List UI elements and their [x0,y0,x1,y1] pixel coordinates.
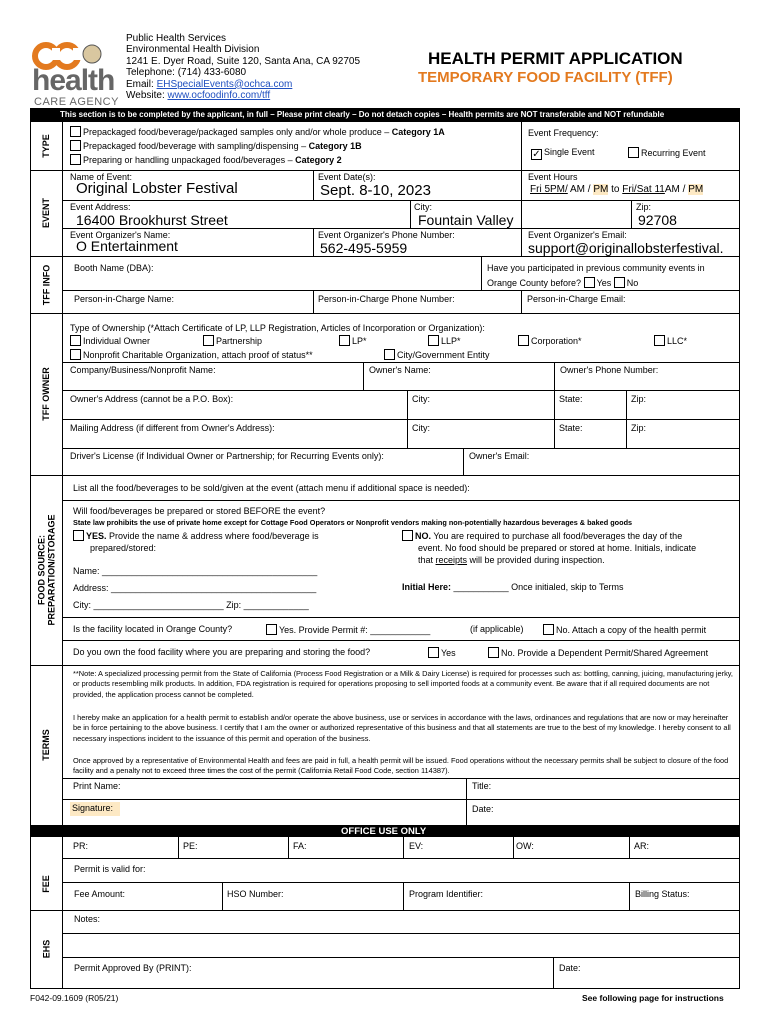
office-ow: OW: [516,841,534,851]
terms-paragraph-1: **Note: A specialized processing permit from the State of California (Process Food Registration or a Milk & Dairy License) is required for processes such as: bottling, canning, juicing, manufacturing jerky, or products resembling milk products. In addition, FDA registration is required for operations proposing to sell imported foods at a community event. Be aware that if all required documents are not provided, the application process cannot be completed. [73,669,733,699]
nonprofit-option[interactable]: Nonprofit Charitable Organization, attach proof of status** [70,349,313,360]
notice-text: This section is to be completed by the applicant, in full – Please print clearly – Do not detach copies – Health permits are NOT transferable and NOT refundable [60,110,665,119]
notes-label: Notes: [74,914,101,924]
booth-name-label: Booth Name (DBA): [74,263,154,273]
form-title: HEALTH PERMIT APPLICATION [428,49,683,68]
owner-address-label: Owner's Address (cannot be a P.O. Box): [70,394,234,404]
organizer-email-label: Event Organizer's Email: [528,230,627,240]
agency-logo [32,36,120,108]
mailing-city-label: City: [412,423,430,433]
pic-phone-label: Person-in-Charge Phone Number: [318,294,455,304]
ownership-type-label: Type of Ownership (*Attach Certificate of LP, LLP Registration, Articles of Incorporation or Organization): [70,323,485,333]
single-check-icon: ✓ [532,149,541,160]
event-band: EVENT [40,197,51,229]
signature-field[interactable]: Signature: [70,802,120,816]
pic-name-label: Person-in-Charge Name: [74,294,175,304]
agency-line: 1241 E. Dyer Road, Suite 120, Santa Ana, CA 92705 [126,55,361,67]
event-address-value[interactable]: 16400 Brookhurst Street [76,212,228,228]
website-label: Website: [126,90,168,102]
owner-city-label: City: [412,394,430,404]
form-subtitle: TEMPORARY FOOD FACILITY (TFF) [418,69,673,86]
permit-valid-label: Permit is valid for: [74,864,146,874]
event-hours-label: Event Hours [528,172,578,182]
terms-band: TERMS [41,729,51,761]
single-event-option[interactable]: ✓ Single Event [532,147,595,160]
prepare-yes-option[interactable]: YES. Provide the name & address where food/beverage is [73,530,319,541]
located-oc-question: Is the facility located in Orange County? [73,624,233,634]
office-use-header: OFFICE USE ONLY [341,826,427,837]
fee-band: FEE [40,875,51,893]
mailing-zip-label: Zip: [631,423,647,433]
own-facility-question: Do you own the food facility where you are preparing and storing the food? [73,647,371,657]
organizer-phone-value[interactable]: 562-495-5959 [320,240,408,256]
organizer-name-value[interactable]: O Entertainment [76,238,178,254]
drivers-license-label: Driver's License (if Individual Owner or Partnership; for Recurring Events only): [70,451,384,461]
event-hours-value[interactable]: Fri 5PM/ AM / PM to Fri/Sat 11AM / PM [530,184,704,195]
approved-by-label: Permit Approved By (PRINT): [74,963,192,973]
individual-owner-option[interactable]: Individual Owner [70,335,150,346]
office-pe: PE: [183,841,198,851]
approved-date-label: Date: [559,963,581,973]
signature-date-label: Date: [472,804,494,814]
agency-line: Public Health Services [126,33,227,44]
mailing-address-label: Mailing Address (if different from Owner's Address): [70,423,275,433]
organizer-phone-label: Event Organizer's Phone Number: [318,230,455,240]
owner-state-label: State: [559,394,583,404]
website-link[interactable]: www.ocfoodinfo.com/tff [167,90,271,102]
prepare-yes-text-2: prepared/stored: [90,543,157,553]
recurring-event-option[interactable]: Recurring Event [628,147,706,158]
hso-number-label: HSO Number: [227,889,284,899]
agency-line: Telephone: (714) 433-6080 [126,67,247,79]
title-label: Title: [472,781,492,791]
city-entity-option[interactable]: City/Government Entity [384,349,490,360]
type-band: TYPE [40,134,51,158]
category-2-option[interactable]: Preparing or handling unpackaged food/beverages – Category 2 [70,154,342,165]
food-source-band: FOOD SOURCE: PREPARATION/STORAGE [36,514,57,626]
partnership-option[interactable]: Partnership [203,335,262,346]
participated-no-option[interactable]: No [614,278,639,288]
frame-bottom [30,988,740,989]
agency-line: Environmental Health Division [126,44,260,56]
mailing-state-label: State: [559,423,583,433]
event-dates-value[interactable]: Sept. 8-10, 2023 [320,182,431,199]
billing-status-label: Billing Status: [635,889,690,899]
form-code: F042-09.1609 (R05/21) [30,993,119,1003]
owner-zip-label: Zip: [631,394,647,404]
event-zip-value[interactable]: 92708 [638,212,677,228]
category-1a-option[interactable]: Prepackaged food/beverage/packaged samples only and/or whole produce – Category 1A [70,126,445,137]
office-ev: EV: [409,841,424,851]
llp-option[interactable]: LLP* [428,335,461,346]
event-city-value[interactable]: Fountain Valley [418,212,514,228]
prep-city-zip-field[interactable]: City: __________________________ Zip: _____________ [73,600,309,610]
prep-address-field[interactable]: Address: _________________________________________ [73,583,317,593]
own-no-option[interactable]: No. Provide a Dependent Permit/Shared Agreement [488,647,708,658]
tff-info-band: TFF INFO [41,264,51,305]
office-ar: AR: [634,841,650,851]
program-identifier-label: Program Identifier: [409,889,484,899]
event-frequency-label: Event Frequency: [528,128,599,138]
state-law-note: State law prohibits the use of private home except for Cottage Food Operators or Nonprofit vendors making non-potentially hazardous beverages & baked goods [73,518,633,527]
category-1b-option[interactable]: Prepackaged food/beverage with sampling/dispensing – Category 1B [70,140,362,151]
prepare-no-option[interactable]: NO. You are required to purchase all food/beverages the day of the [402,530,682,541]
logo-care-text: CARE AGENCY [34,96,119,108]
prepare-no-text-2: event. No food should be prepared or stored at home. Initials, indicate [418,543,697,553]
llc-option[interactable]: LLC* [654,335,687,346]
initial-here-field[interactable]: Initial Here: ___________ Once initialed, skip to Terms [402,582,624,592]
own-yes-option[interactable]: Yes [428,647,456,658]
if-applicable-note: (if applicable) [470,624,524,634]
office-pr: PR: [73,841,89,851]
located-yes-option[interactable]: Yes. Provide Permit #: ____________ [266,624,430,635]
event-city-label: City: [414,202,432,212]
terms-paragraph-2: I hereby make an application for a health permit to establish and/or operate the above business, use or services in accordance with the laws, ordinances and regulations that are now or may hereinafter be in force pertaining to the above business. I certify that I am the owner or authorized representative of this business and that all statements are true to the best of my knowledge. I hereby consent to all necessary inspections incident to the issuance of this permit and operation of the business. [73,713,731,743]
event-name-value[interactable]: Original Lobster Festival [76,180,238,197]
organizer-name-label: Event Organizer's Name: [70,230,171,240]
located-no-option[interactable]: No. Attach a copy of the health permit [543,624,706,635]
terms-paragraph-3: Once approved by a representative of Environmental Health and fees are paid in full, a health permit will be issued. Food operations without the necessary permits shall be subject to closure of the food facility and a penalty not to exceed three times the cost of the permit (California Retail Food Code, section 114387). [73,756,729,776]
participated-question: Have you participated in previous community events in [487,263,705,273]
see-instructions: See following page for instructions [582,993,724,1003]
prepare-before-question: Will food/beverages be prepared or stored BEFORE the event? [73,506,326,516]
owner-email-label: Owner's Email: [469,451,530,461]
event-zip-label: Zip: [636,202,652,212]
logo-health-text: health [32,64,115,97]
corporation-option[interactable]: Corporation* [518,335,582,346]
fee-amount-label: Fee Amount: [74,889,126,899]
participated-question-2: Orange County before? Yes No [487,278,639,288]
owner-phone-label: Owner's Phone Number: [560,365,659,375]
ehs-band: EHS [40,939,51,959]
lp-option[interactable]: LP* [339,335,367,346]
organizer-email-value[interactable]: support@originallobsterfestival. [528,240,724,256]
prepare-no-text-3: that receipts will be provided during inspection. [418,555,605,565]
event-address-label: Event Address: [70,202,131,212]
owner-name-label: Owner's Name: [369,365,431,375]
food-list-label: List all the food/beverages to be sold/given at the event (attach menu if additional space is needed): [73,483,470,493]
email-label: Email: [126,78,157,90]
pic-email-label: Person-in-Charge Email: [527,294,626,304]
participated-yes-option[interactable]: Yes [584,278,612,288]
tff-owner-band: TFF OWNER [41,367,51,421]
event-dates-label: Event Date(s): [318,172,376,182]
print-name-label: Print Name: [73,781,121,791]
company-name-label: Company/Business/Nonprofit Name: [70,365,216,375]
office-fa: FA: [293,841,307,851]
agency-address [126,33,360,101]
prep-name-field[interactable]: Name: ___________________________________________ [73,566,318,576]
email-link[interactable]: EHSpecialEvents@ochca.com [156,78,293,90]
event-name-label: Name of Event: [70,172,133,182]
